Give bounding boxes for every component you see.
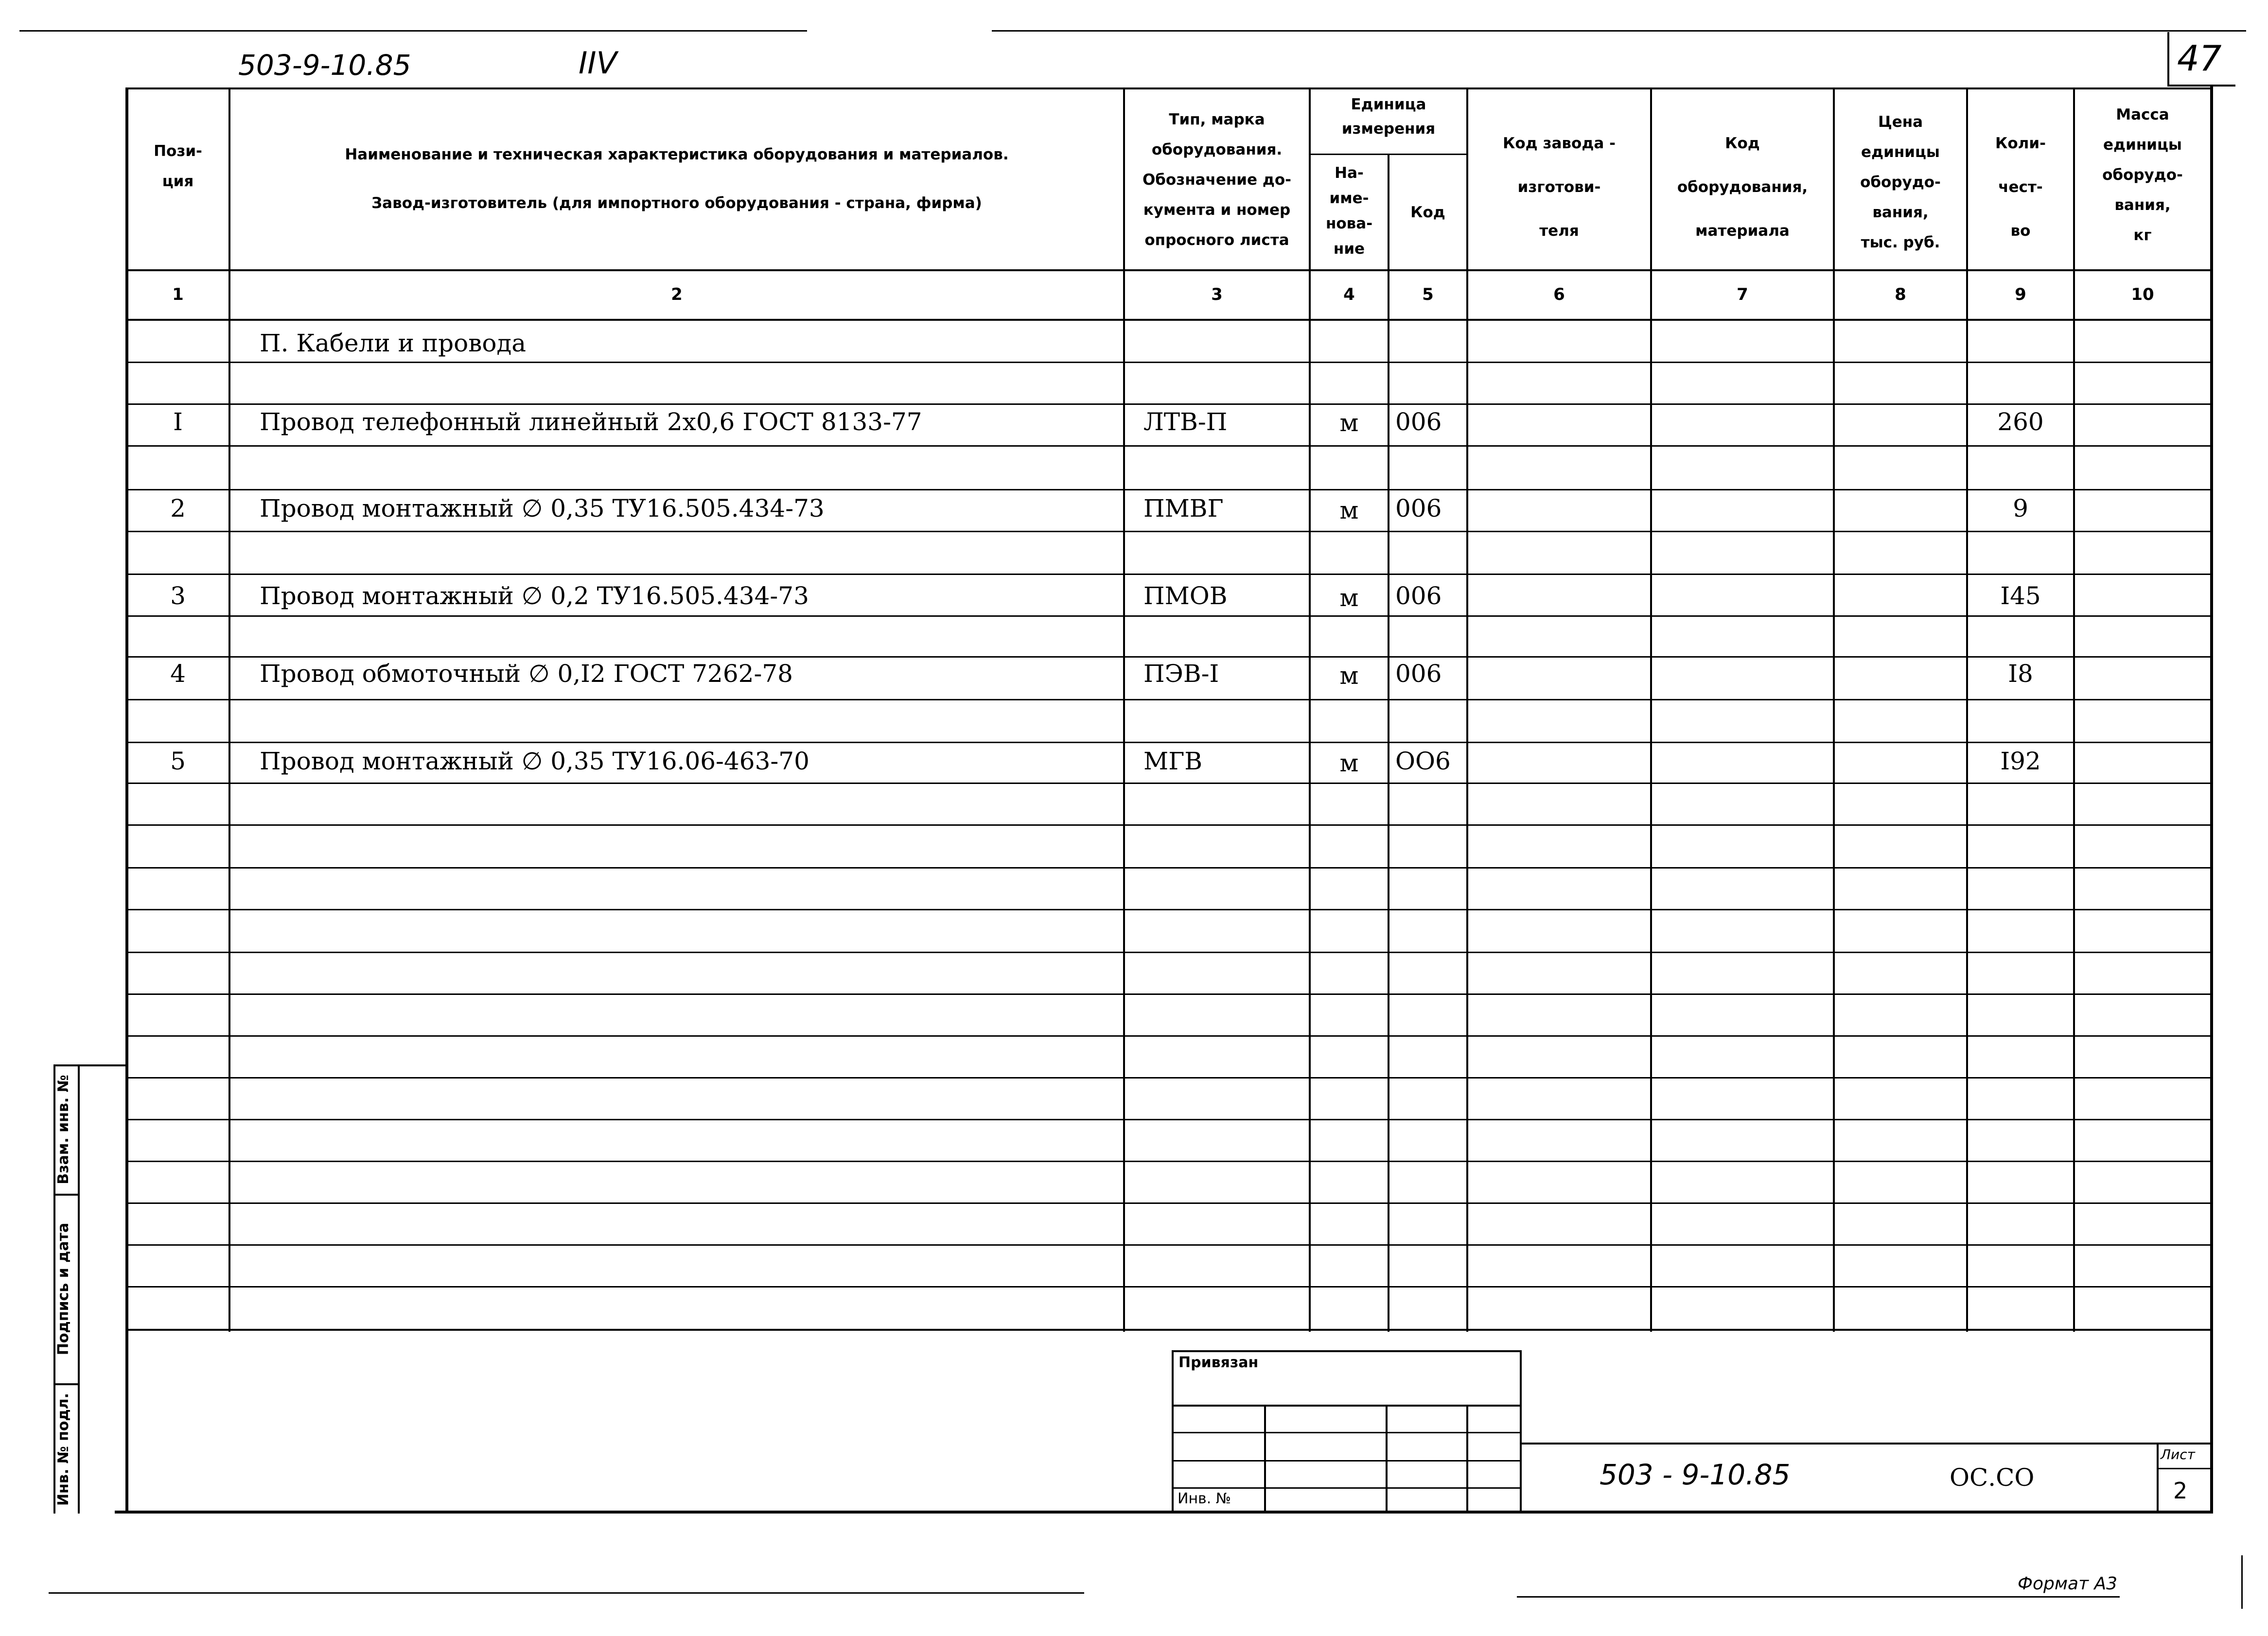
header-unit-group: Единица измерения [1341, 96, 1436, 138]
row-rule [125, 656, 2211, 658]
row-3-name: Провод монтажный ∅ 0,2 ТУ16.505.434-73 [260, 582, 809, 610]
colnum-4: 4 [1343, 285, 1355, 304]
top-rule-left [19, 30, 807, 32]
row-1-unit: м [1339, 409, 1359, 437]
page-number: 47 [2177, 38, 2222, 79]
row-rule [125, 531, 2211, 532]
row-5-position: 5 [170, 747, 186, 775]
row-4-name: Провод обмоточный ∅ 0,I2 ГОСТ 7262-78 [260, 660, 793, 688]
row-1-type: ЛТВ-П [1143, 408, 1228, 436]
row-rule [125, 615, 2211, 617]
row-1-unit-code: 006 [1395, 408, 1442, 436]
doc-code-handwritten: 503-9-10.85 [238, 49, 411, 82]
row-2-position: 2 [170, 494, 186, 522]
bottom-rule-right [1517, 1596, 2120, 1598]
section-title: П. Кабели и провода [260, 329, 527, 357]
bottom-right-tick [2241, 1555, 2243, 1609]
colnum-bottom-rule [125, 319, 2211, 321]
header-plant-code: Код завода - изготови- теля [1503, 135, 1616, 240]
row-2-quantity: 9 [2013, 494, 2028, 522]
row-rule [125, 824, 2211, 826]
row-4-unit: м [1339, 661, 1359, 690]
row-1-name: Провод телефонный линейный 2х0,6 ГОСТ 8133-77 [260, 408, 922, 436]
header-type: Тип, марка оборудования. Обозначение до- кумента и номер опросного листа [1142, 111, 1292, 249]
stamp-block-rule-2 [1172, 1432, 1522, 1433]
header-mass: Масса единицы оборудо- вания, кг [2102, 106, 2183, 244]
colnum-5: 5 [1422, 285, 1434, 304]
frame-right [2210, 85, 2213, 1513]
row-3-unit: м [1339, 584, 1359, 612]
colnum-6: 6 [1553, 285, 1565, 304]
row-2-type: ПМВГ [1143, 494, 1224, 522]
col-divider-3 [1309, 87, 1311, 1332]
row-1-quantity: 260 [1997, 408, 2044, 436]
stamp-block-col-3 [1466, 1405, 1468, 1513]
title-doc-code: 503 - 9-10.85 [1600, 1458, 1791, 1491]
header-position: Пози- ция [154, 142, 202, 190]
stamp-block-rule-1 [1172, 1405, 1522, 1407]
row-rule [125, 783, 2211, 784]
sheet-box-left [2157, 1443, 2159, 1513]
row-rule [125, 362, 2211, 363]
row-5-name: Провод монтажный ∅ 0,35 ТУ16.06-463-70 [260, 747, 809, 775]
side-label-inv-original: Инв. № подл. [55, 1392, 72, 1506]
row-5-quantity: I92 [2000, 747, 2041, 775]
row-rule [125, 403, 2211, 405]
page-number-box-left [2167, 32, 2169, 86]
row-4-unit-code: 006 [1395, 660, 1442, 688]
stamp-block-rule-4 [1172, 1487, 1522, 1489]
col-divider-5 [1466, 87, 1468, 1332]
col-divider-6 [1650, 87, 1652, 1332]
row-rule [125, 993, 2211, 995]
row-2-unit: м [1339, 496, 1359, 524]
side-label-replaced-inv: Взам. инв. № [55, 1075, 72, 1184]
row-rule [125, 742, 2211, 743]
row-3-quantity: I45 [2000, 582, 2041, 610]
col-divider-7 [1833, 87, 1835, 1332]
row-rule [125, 1286, 2211, 1288]
sheet-value: 2 [2173, 1478, 2188, 1504]
header-equipment-code: Код оборудования, материала [1677, 135, 1808, 240]
top-rule-right [992, 30, 2246, 32]
row-rule [125, 1119, 2211, 1120]
colnum-3: 3 [1211, 285, 1223, 304]
frame-bottom [115, 1511, 2213, 1514]
colnum-2: 2 [671, 285, 683, 304]
row-rule [125, 1035, 2211, 1037]
col-divider-9 [2073, 87, 2075, 1332]
row-4-type: ПЭВ-I [1143, 660, 1219, 688]
header-price: Цена единицы оборудо- вания, тыс. руб. [1860, 113, 1941, 251]
stamp-inv-label: Инв. № [1178, 1490, 1231, 1507]
row-rule [125, 699, 2211, 700]
side-label-sign-date: Подпись и дата [55, 1222, 72, 1356]
row-5-unit: м [1339, 749, 1359, 777]
row-rule [125, 867, 2211, 869]
stamp-block-col-2 [1386, 1405, 1388, 1513]
bottom-rule-left [49, 1592, 1084, 1594]
row-4-position: 4 [170, 660, 186, 688]
sheet-label: Лист [2161, 1446, 2195, 1462]
row-rule [125, 574, 2211, 575]
sheet-box-rule [2157, 1468, 2212, 1469]
title-mark: ОС.СО [1950, 1463, 2035, 1492]
col-divider-2 [1123, 87, 1125, 1332]
title-block-top [1520, 1443, 2212, 1445]
page-number-box-bottom [2167, 85, 2235, 87]
row-rule [125, 445, 2211, 447]
row-4-quantity: I8 [2008, 660, 2033, 688]
header-top-rule [125, 87, 2211, 89]
row-rule [125, 909, 2211, 910]
colnum-9: 9 [2015, 285, 2026, 304]
stamp-block-rule-3 [1172, 1460, 1522, 1462]
colnum-8: 8 [1895, 285, 1906, 304]
table-bottom-rule [125, 1329, 2211, 1331]
row-rule [125, 1244, 2211, 1246]
row-rule [125, 489, 2211, 490]
row-3-type: ПМОВ [1143, 582, 1228, 610]
album-mark: IIV [579, 45, 617, 81]
row-rule [125, 952, 2211, 953]
header-unit-code: Код [1410, 204, 1445, 221]
header-bottom-rule [125, 269, 2211, 271]
row-rule [125, 1161, 2211, 1162]
colnum-7: 7 [1737, 285, 1748, 304]
colnum-1: 1 [172, 285, 184, 304]
row-5-unit-code: ОО6 [1395, 747, 1451, 775]
format-label: Формат А3 [2018, 1574, 2118, 1594]
col-divider-8 [1966, 87, 1968, 1332]
side-stamp-mid [78, 1064, 80, 1514]
stamp-linked-label: Привязан [1178, 1354, 1259, 1371]
colnum-10: 10 [2131, 285, 2154, 304]
row-rule [125, 1077, 2211, 1079]
row-2-name: Провод монтажный ∅ 0,35 ТУ16.505.434-73 [260, 494, 825, 522]
row-2-unit-code: 006 [1395, 494, 1442, 522]
header-quantity: Коли- чест- во [1995, 135, 2046, 240]
row-3-position: 3 [170, 582, 186, 610]
col-divider-1 [229, 87, 230, 1332]
row-5-type: МГВ [1143, 747, 1203, 775]
stamp-block-col-1 [1264, 1405, 1266, 1513]
stamp-block-top [1172, 1350, 1522, 1352]
header-unit-name: На- име- нова- ние [1325, 164, 1373, 258]
header-name: Наименование и техническая характеристика оборудования и материалов. Завод-изготовитель (для импортного оборудования - страна, фирма) [345, 146, 1009, 212]
row-rule [125, 1202, 2211, 1204]
row-3-unit-code: 006 [1395, 582, 1442, 610]
row-1-position: I [173, 408, 183, 436]
